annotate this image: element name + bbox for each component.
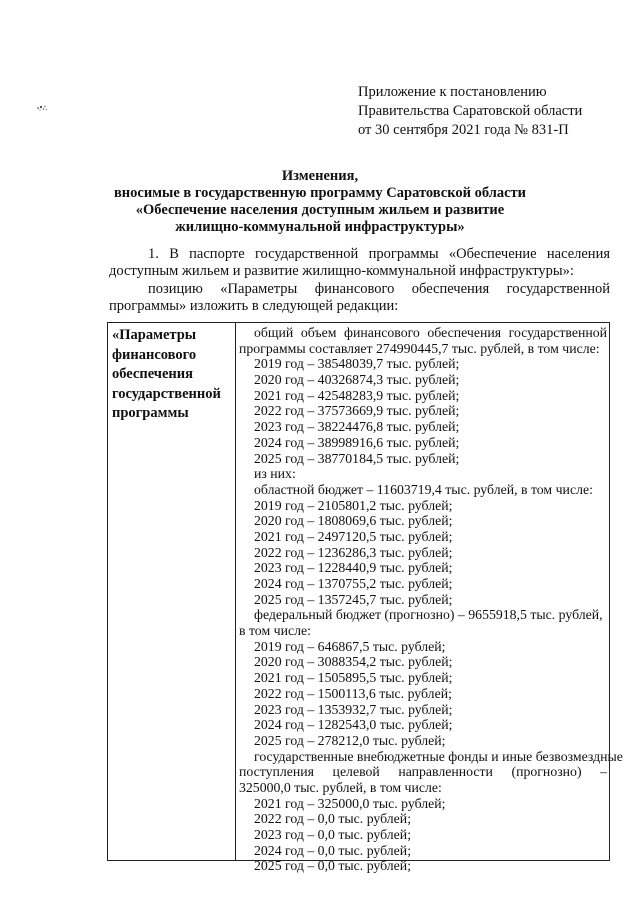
total-line-2: программы составляет 274990445,7 тыс. рублей, в том числе: (239, 340, 600, 356)
paragraph-1-line-2: доступным жильем и развитие жилищно-коммунальной инфраструктуры»: (109, 263, 574, 279)
funds-line-1: государственные внебюджетные фонды и иные безвозмездные (254, 748, 623, 764)
title-line-2: вносимые в государственную программу Саратовской области (113, 185, 527, 201)
label-line: финансового (112, 346, 197, 363)
paragraph-2-line-1: позицию «Параметры финансового обеспечения государственной (148, 281, 610, 297)
paragraph-1 (109, 246, 610, 280)
funds-line-2: поступления целевой направленности (прогнозно) – (239, 764, 607, 780)
regional-year-line: 2019 год – 2105801,2 тыс. рублей; (254, 497, 453, 513)
funds-line-3: 325000,0 тыс. рублей, в том числе: (239, 779, 442, 795)
funds-year-line: 2024 год – 0,0 тыс. рублей; (254, 842, 412, 858)
regional-budget-line: областной бюджет – 11603719,4 тыс. рублей, в том числе: (254, 481, 593, 497)
regional-year-line: 2020 год – 1808069,6 тыс. рублей; (254, 513, 453, 529)
appendix-line-3: от 30 сентября 2021 года № 831-П (358, 122, 569, 138)
regional-year-line: 2023 год – 1228440,9 тыс. рублей; (254, 560, 453, 576)
scan-speck-icon (35, 103, 49, 113)
total-year-line: 2021 год – 42548283,9 тыс. рублей; (254, 387, 460, 403)
table-value-cell (239, 325, 623, 874)
title-line-4: жилищно-коммунальной инфраструктуры» (175, 219, 465, 235)
funds-year-line: 2025 год – 0,0 тыс. рублей; (254, 858, 412, 874)
federal-year-line: 2020 год – 3088354,2 тыс. рублей; (254, 654, 453, 670)
title-line-1: Изменения, (281, 168, 359, 184)
total-year-line: 2025 год – 38770184,5 тыс. рублей; (254, 450, 460, 466)
label-line: государственной (112, 385, 221, 402)
federal-year-line: 2019 год – 646867,5 тыс. рублей; (254, 638, 446, 654)
funds-year-line: 2022 год – 0,0 тыс. рублей; (254, 811, 412, 827)
total-year-line: 2019 год – 38548039,7 тыс. рублей; (254, 356, 460, 372)
appendix-line-1: Приложение к постановлению (358, 84, 547, 100)
paragraph-2 (109, 281, 610, 315)
federal-year-line: 2022 год – 1500113,6 тыс. рублей; (254, 685, 452, 701)
funds-year-line: 2021 год – 325000,0 тыс. рублей; (254, 795, 446, 811)
total-year-line: 2023 год – 38224476,8 тыс. рублей; (254, 419, 460, 435)
title-line-3: «Обеспечение населения доступным жильем и развитие (135, 202, 505, 218)
federal-budget-line-1: федеральный бюджет (прогнозно) – 9655918,5 тыс. рублей, (254, 607, 603, 623)
regional-year-line: 2025 год – 1357245,7 тыс. рублей; (254, 591, 453, 607)
total-year-line: 2024 год – 38998916,6 тыс. рублей; (254, 434, 460, 450)
regional-year-line: 2021 год – 2497120,5 тыс. рублей; (254, 528, 453, 544)
table-label-cell (112, 326, 232, 424)
total-line-1: общий объем финансового обеспечения государственной (254, 325, 607, 340)
label-line: обеспечения (112, 366, 193, 382)
funds-year-line: 2023 год – 0,0 тыс. рублей; (254, 827, 412, 842)
document-title (0, 168, 640, 236)
label-line: программы (112, 405, 189, 421)
label-line: «Параметры (112, 327, 197, 343)
paragraph-2-line-2: программы» изложить в следующей редакции: (109, 298, 399, 314)
table-column-divider (235, 323, 236, 860)
regional-year-line: 2024 год – 1370755,2 тыс. рублей; (254, 576, 453, 591)
federal-budget-line-2: в том числе: (239, 623, 311, 639)
total-year-line: 2022 год – 37573669,9 тыс. рублей; (254, 403, 460, 419)
federal-year-line: 2025 год – 278212,0 тыс. рублей; (254, 732, 446, 748)
financing-table (107, 322, 623, 874)
total-year-line: 2020 год – 40326874,3 тыс. рублей; (254, 372, 460, 388)
of-them-line: из них: (254, 466, 296, 482)
federal-year-line: 2023 год – 1353932,7 тыс. рублей; (254, 701, 453, 717)
paragraph-1-line-1: 1. В паспорте государственной программы «Обеспечение населения (148, 246, 610, 262)
regional-year-line: 2022 год – 1236286,3 тыс. рублей; (254, 544, 453, 560)
appendix-header (358, 83, 582, 140)
federal-year-line: 2021 год – 1505895,5 тыс. рублей; (254, 670, 453, 686)
appendix-line-2: Правительства Саратовской области (358, 103, 583, 119)
federal-year-line: 2024 год – 1282543,0 тыс. рублей; (254, 717, 453, 733)
